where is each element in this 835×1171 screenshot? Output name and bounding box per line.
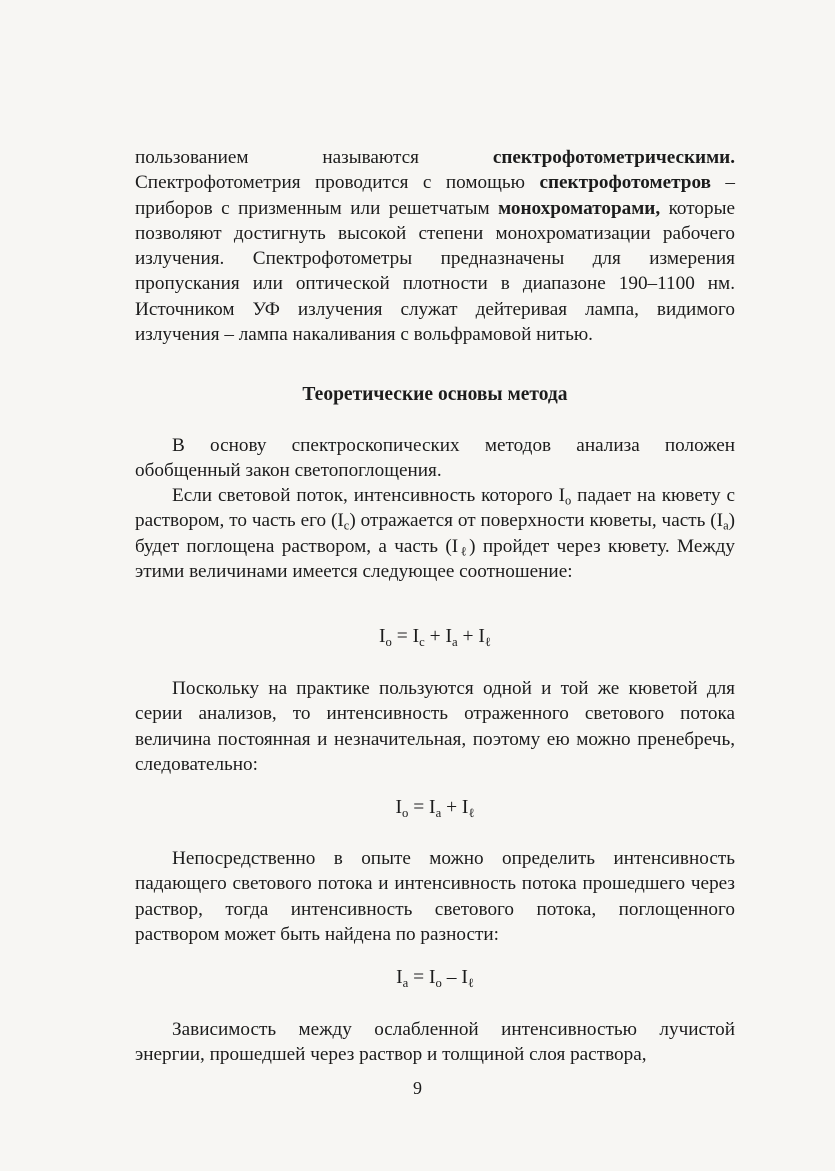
paragraph-dependence: Зависимость между ослабленной интенсивностью лучистой энергии, прошедшей через раствор и толщиной слоя раствора,	[135, 1019, 735, 1066]
text: – приборов с призменным или решетчатым	[135, 172, 735, 219]
subscript: c	[343, 519, 350, 534]
formula-simplified-flux	[135, 797, 735, 819]
subscript: o	[401, 805, 409, 820]
symbol: + I	[457, 626, 485, 647]
symbol: I	[396, 967, 403, 988]
subscript: a	[402, 975, 409, 990]
formula-total-flux	[135, 626, 735, 648]
symbol: = I	[408, 797, 436, 818]
subscript: a	[723, 519, 729, 534]
subscript: o	[435, 975, 442, 990]
term-spectrophotometers: спектрофотометров	[539, 172, 711, 194]
text: которые позволяют достигнуть высокой степени монохроматизации рабочего излучения. Спектрофотометры предназначены для измерения пропускания или оптической плотности в диапазоне 190–1100 нм. Источником УФ излучения служат дейтеривая лампа, видимого излучения – лампа накаливания с вольфрамовой нитью.	[135, 197, 735, 346]
text: ) отражается от поверхности кюветы, часть (I	[349, 510, 724, 532]
paragraph-reflection: Поскольку на практике пользуются одной и той же кюветой для серии анализов, то интенсивность отраженного светового потока величина постоянная и незначительная, поэтому ею можно пренебречь, следовательно:	[135, 678, 735, 775]
subscript: a	[452, 634, 458, 649]
symbol: + I	[424, 626, 452, 647]
subscript: ℓ	[458, 544, 470, 559]
subscript: ℓ	[484, 634, 491, 649]
symbol: + I	[441, 797, 469, 818]
subscript: ℓ	[468, 805, 475, 820]
text: ) пройдет через кювету. Между этими величинами имеется следующее соотношение:	[135, 535, 735, 582]
paragraph-spectrophotometry	[135, 145, 735, 347]
text: ) будет поглощена раствором, а часть (I	[135, 510, 735, 557]
page-number: 9	[413, 1078, 422, 1098]
symbol: – I	[441, 967, 468, 988]
section-heading: Теоретические основы метода	[302, 384, 568, 405]
symbol: I	[379, 626, 386, 647]
subscript: a	[435, 805, 442, 820]
symbol: = I	[408, 967, 436, 988]
term-spectrophotometric: спектрофотометрическими.	[492, 147, 735, 168]
formula-absorbed-flux	[135, 967, 735, 989]
subscript: ℓ	[467, 975, 474, 990]
subscript: o	[565, 493, 572, 508]
paragraph-experiment: Непосредственно в опыте можно определить интенсивность падающего светового потока и интенсивность потока прошедшего через раствор, тогда интенсивность светового потока, поглощенного раствором может быть найдена по разности:	[135, 848, 735, 945]
term-monochromators: монохроматорами,	[498, 197, 661, 219]
subscript: c	[419, 634, 425, 649]
text: падает на кювету с раствором, то часть его (I	[135, 485, 735, 532]
paragraph-basis: В основу спектроскопических методов анализа положен обобщенный закон светопоглощения.	[135, 435, 735, 482]
text: Если световой поток, интенсивность которого I	[172, 485, 566, 506]
symbol: = I	[391, 626, 420, 647]
text: пользованием называются	[135, 147, 493, 168]
symbol: I	[395, 797, 402, 818]
text: Спектрофотометрия проводится с помощью	[135, 172, 540, 194]
paragraph-light-flux	[135, 483, 735, 584]
subscript: o	[385, 634, 392, 649]
